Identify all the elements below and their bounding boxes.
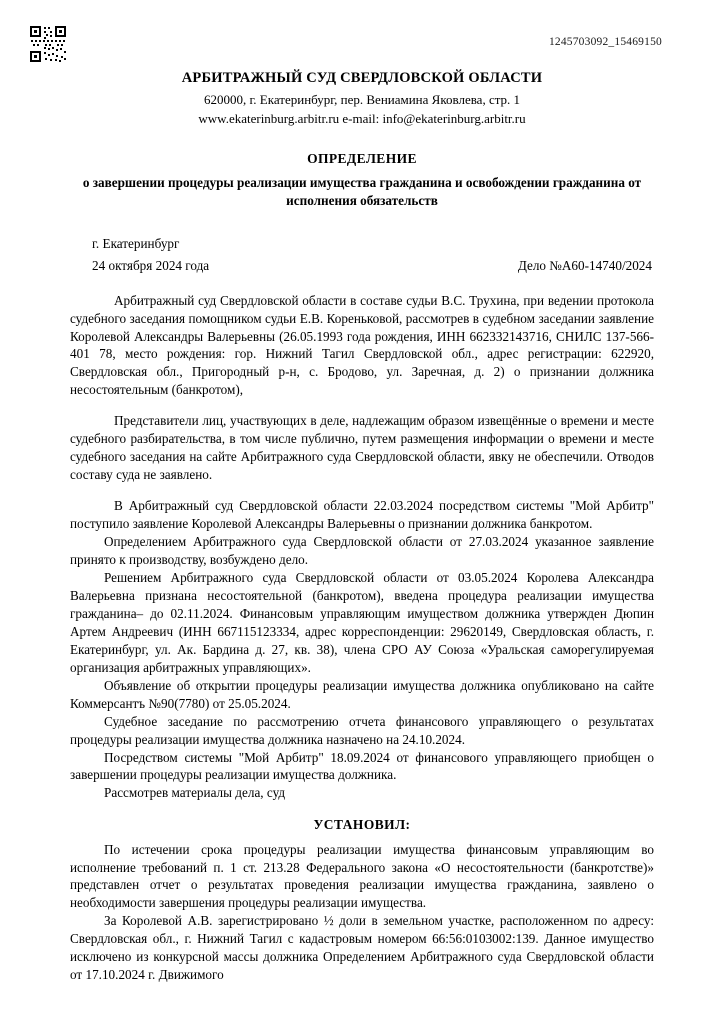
court-name: АРБИТРАЖНЫЙ СУД СВЕРДЛОВСКОЙ ОБЛАСТИ [181, 70, 543, 86]
body-paragraph: Арбитражный суд Свердловской области в составе судьи В.С. Трухина, при ведении протокола судебного заседания помощником судьи Е.В. Кореньковой, рассмотрев в судебном заседании заявление Королевой Александры Валерьевны (26.05.1993 года рождения, ИНН 662332143716, СНИЛС 137-566-401 78, место рождения: гор. Нижний Тагил Свердловской обл., адрес регистрации: 622920, Свердловская обл., Пригородный р-н, с. Бродово, ул. Заречная, д. 2) о признании должника несостоятельным (банкротом), [70, 292, 654, 398]
document-body [70, 292, 654, 985]
court-heading [70, 70, 654, 127]
document-meta [70, 236, 654, 274]
document-title: ОПРЕДЕЛЕНИЕ [307, 151, 417, 166]
body-paragraph: В Арбитражный суд Свердловской области 22.03.2024 посредством системы "Мой Арбитр" поступило заявление Королевой Александры Валерьевны о признании должника банкротом. [70, 498, 654, 532]
document-subtitle: о завершении процедуры реализации имущества гражданина и освобождении гражданина от исполнения обязательств [82, 175, 642, 208]
body-paragraph: Судебное заседание по рассмотрению отчета финансового управляющего о результатах процедуры реализации имущества должника назначено на 24.10.2024. [70, 713, 654, 747]
body-paragraph: Посредством системы "Мой Арбитр" 18.09.2024 от финансового управляющего приобщен о завершении процедуры реализации имущества должника. [70, 749, 654, 783]
body-paragraph: Объявление об открытии процедуры реализации имущества должника опубликовано на сайте Коммерсантъ №90(7780) от 25.05.2024. [70, 677, 654, 711]
body-paragraph: За Королевой А.В. зарегистрировано ½ доли в земельном участке, расположенном по адресу: Свердловская обл., г. Нижний Тагил с кадастровым номером 66:56:0103002:139. Данное имущество исключено из конкурсной массы должника Определением Арбитражного суда Свердловской области от 17.10.2024 г. Движимого [70, 913, 654, 983]
section-heading-ustanovil: УСТАНОВИЛ: [313, 817, 411, 833]
body-paragraph: Рассмотрев материалы дела, суд [104, 785, 286, 801]
qr-code-icon [28, 24, 68, 64]
court-contacts: www.ekaterinburg.arbitr.ru e-mail: info@ekaterinburg.arbitr.ru [198, 111, 526, 126]
meta-city: г. Екатеринбург [92, 235, 180, 251]
body-paragraph: Определением Арбитражного суда Свердловской области от 27.03.2024 указанное заявление принято к производству, возбуждено дело. [70, 534, 654, 568]
document-header-strip [70, 0, 662, 56]
meta-case-number: Дело №А60-14740/2024 [517, 257, 652, 273]
body-paragraph: По истечении срока процедуры реализации имущества финансовым управляющим во исполнение требований п. 1 ст. 213.28 Федерального закона «О несостоятельности (банкротстве)» представлен отчет о результатах проведения реализации имущества гражданина, заявлено о необходимости завершения процедуры реализации имущества. [70, 841, 654, 911]
body-paragraph: Представители лиц, участвующих в деле, надлежащим образом извещённые о времени и месте судебного разбирательства, в том числе публично, путем размещения информации о времени и месте судебного заседания на сайте Арбитражного суда Свердловской области, явку не обеспечили. Отводов составу суда не заявлено. [70, 413, 654, 483]
body-paragraph: Решением Арбитражного суда Свердловской области от 03.05.2024 Королева Александра Валерьевна признана несостоятельной (банкротом), введена процедура реализации имущества гражданина– до 02.11.2024. Финансовым управляющим имуществом должника утвержден Дюпин Артем Андреевич (ИНН 667115123334, адрес корреспонденции: 29620149, Свердловская область, г. Екатеринбург, ул. Ак. Бардина д. 27, кв. 38), члена СРО АУ Союза «Уральская саморегулируемая организация арбитражных управляющих». [70, 569, 654, 675]
document-code: 1245703092_15469150 [548, 36, 662, 48]
court-address: 620000, г. Екатеринбург, пер. Вениамина Яковлева, стр. 1 [203, 92, 521, 107]
meta-date: 24 октября 2024 года [92, 257, 210, 273]
